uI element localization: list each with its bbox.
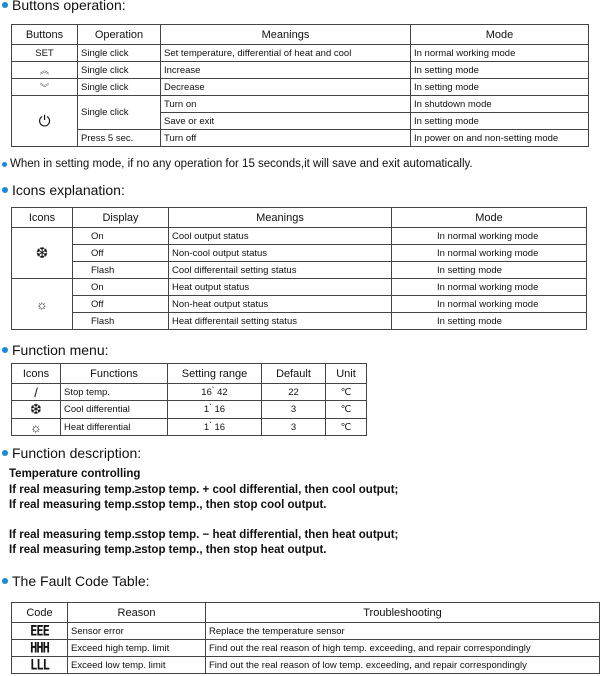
- description-line: If real measuring temp.≥stop temp. + cool differential, then cool output;: [9, 484, 399, 496]
- bullet-icon: [2, 2, 8, 8]
- header-buttons: Buttons: [12, 25, 78, 45]
- table-row: / Stop temp. 16 ̀ 42 22 ℃: [12, 384, 367, 401]
- buttons-section-title: Buttons operation:: [0, 0, 126, 13]
- power-icon: ⏻: [12, 96, 78, 147]
- table-row: Press 5 sec. Turn off In power on and non-setting mode: [12, 130, 589, 147]
- fault-table-title: The Fault Code Table:: [0, 573, 150, 589]
- table-row: ︾ Single click Decrease In setting mode: [12, 79, 589, 96]
- sun-icon: ☼: [12, 419, 61, 436]
- function-description-title: Function description:: [0, 445, 141, 461]
- snowflake-fan-icon: ❆: [12, 228, 73, 279]
- description-line: If real measuring temp.≤stop temp., then stop cool output.: [9, 499, 327, 511]
- table-row: Flash Cool differentail setting status In setting mode: [12, 262, 587, 279]
- icons-table: Icons Display Meanings Mode ❆ On Cool output status In normal working mode Off Non-cool output status In normal working mode Flash Cool differentail setting status In setting mode ☼ On Heat output status In normal working mode Off Non-heat output status In normal working mode Flash Heat differentail setting status In setting mode: [11, 207, 587, 330]
- stop-temp-icon: /: [12, 384, 61, 401]
- snowflake-fan-icon: ❆: [12, 401, 61, 419]
- function-menu-table: Icons Functions Setting range Default Unit / Stop temp. 16 ̀ 42 22 ℃ ❆ Cool differential 1 ̀ 16 3 ℃ ☼ Heat differential 1 ̀ 16 3 ℃: [11, 363, 367, 436]
- bullet-icon: [2, 162, 7, 167]
- set-button-label: SET: [12, 45, 78, 62]
- fault-code-eee: EEE: [30, 622, 49, 640]
- bullet-icon: [2, 450, 8, 456]
- table-row: LLL Exceed low temp. limit Find out the real reason of low temp. exceeding, and repair correspondingly: [12, 657, 600, 674]
- header-mode: Mode: [411, 25, 589, 45]
- sun-icon: ☼: [12, 279, 73, 330]
- description-line: If real measuring temp.≥stop temp., then stop heat output.: [9, 544, 327, 556]
- table-row: Off Non-cool output status In normal working mode: [12, 245, 587, 262]
- double-chevron-up-icon: ︽: [12, 62, 78, 79]
- table-row: ❆ Cool differential 1 ̀ 16 3 ℃: [12, 401, 367, 419]
- table-row: ❆ On Cool output status In normal working mode: [12, 228, 587, 245]
- table-row: ☼ On Heat output status In normal working mode: [12, 279, 587, 296]
- description-line: If real measuring temp.≤stop temp. − heat differential, then heat output;: [9, 529, 399, 541]
- table-row: ︽ Single click Increase In setting mode: [12, 62, 589, 79]
- table-row: HHH Exceed high temp. limit Find out the real reason of high temp. exceeding, and repair correspondingly: [12, 640, 600, 657]
- table-row: Off Non-heat output status In normal working mode: [12, 296, 587, 313]
- table-row: ⏻ Single click Turn on In shutdown mode: [12, 96, 589, 113]
- description-heading: Temperature controlling: [9, 468, 141, 480]
- bullet-icon: [2, 347, 8, 353]
- table-row: SET Single click Set temperature, differential of heat and cool In normal working mode: [12, 45, 589, 62]
- table-row: ☼ Heat differential 1 ̀ 16 3 ℃: [12, 419, 367, 436]
- function-menu-title: Function menu:: [0, 342, 109, 358]
- fault-code-hhh: HHH: [30, 639, 49, 657]
- table-row: Save or exit In setting mode: [12, 113, 589, 130]
- table-row: Flash Heat differentail setting status In setting mode: [12, 313, 587, 330]
- fault-code-lll: LLL: [30, 656, 49, 674]
- bullet-icon: [2, 187, 8, 193]
- bullet-icon: [2, 578, 8, 584]
- header-operation: Operation: [78, 25, 161, 45]
- fault-code-table: Code Reason Troubleshooting EEE Sensor error Replace the temperature sensor HHH Exceed high temp. limit Find out the real reason of high temp. exceeding, and repair correspondingly LLL Exceed low temp. limit Find out the real reason of low temp. exceeding, and repair correspondingly: [11, 602, 600, 674]
- icons-section-title: Icons explanation:: [0, 182, 125, 198]
- buttons-table: [11, 24, 589, 147]
- header-meanings: Meanings: [161, 25, 411, 45]
- setting-note: When in setting mode, if no any operation for 15 seconds,it will save and exit automatically.: [0, 158, 473, 170]
- table-row: EEE Sensor error Replace the temperature sensor: [12, 623, 600, 640]
- double-chevron-down-icon: ︾: [12, 79, 78, 96]
